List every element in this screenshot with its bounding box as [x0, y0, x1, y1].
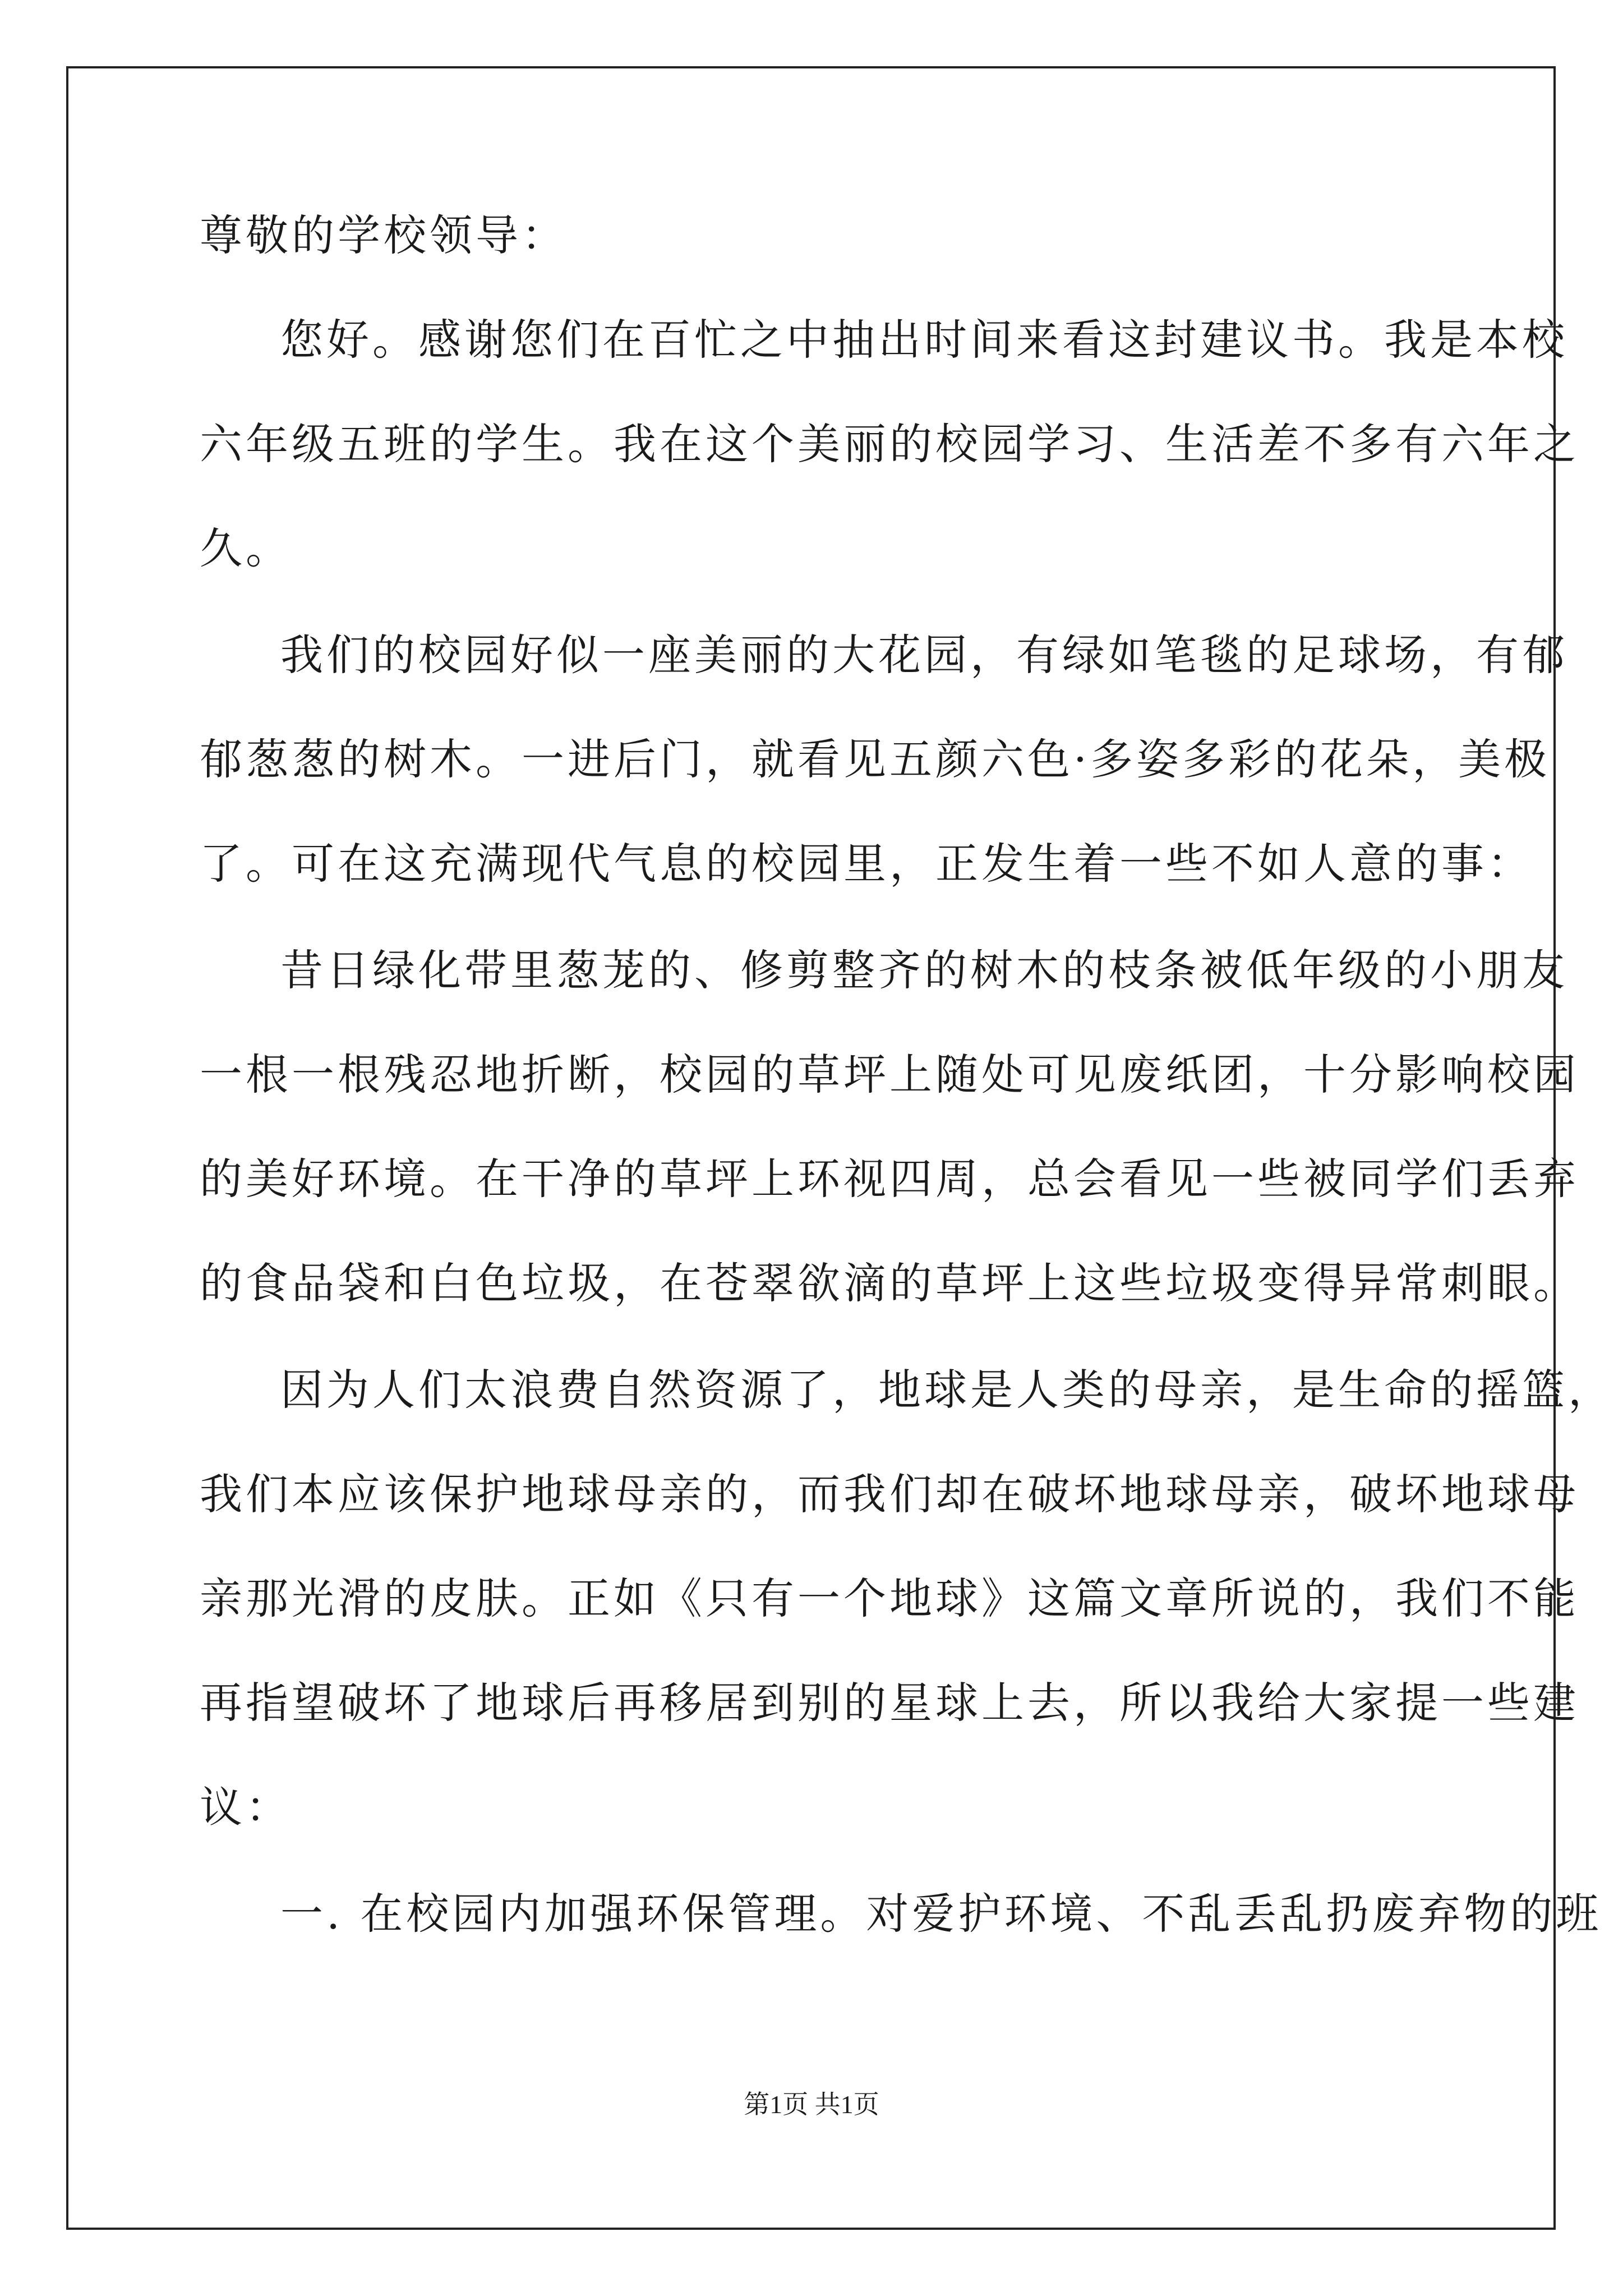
paragraph-line: 一根一根残忍地折断，校园的草坪上随处可见废纸团，十分影响校园: [200, 1050, 1579, 1099]
paragraph-line: 我们本应该保护地球母亲的，而我们却在破坏地球母亲，破坏地球母: [200, 1469, 1579, 1519]
paragraph-line: 一. 在校园内加强环保管理。对爱护环境、不乱丢乱扔废弃物的班: [280, 1889, 1602, 1939]
paragraph-line: 久。: [200, 523, 292, 573]
paragraph-line: 郁葱葱的树木。一进后门，就看见五颜六色·多姿多彩的花朵，美极: [200, 734, 1551, 784]
salutation: 尊敬的学校领导：: [200, 210, 568, 260]
paragraph-line: 因为人们太浪费自然资源了，地球是人类的母亲，是生命的摇篮，: [280, 1365, 1614, 1415]
page-number-footer: 第1页 共1页: [744, 2090, 879, 2119]
paragraph-line: 了。可在这充满现代气息的校园里，正发生着一些不如人意的事：: [200, 839, 1533, 889]
paragraph-line: 再指望破坏了地球后再移居到别的星球上去，所以我给大家提一些建: [200, 1678, 1579, 1728]
paragraph-line: 昔日绿化带里葱茏的、修剪整齐的树木的枝条被低年级的小朋友: [280, 945, 1568, 995]
paragraph-line: 的食品袋和白色垃圾，在苍翠欲滴的草坪上这些垃圾变得异常刺眼。: [200, 1258, 1579, 1308]
paragraph-line: 亲那光滑的皮肤。正如《只有一个地球》这篇文章所说的，我们不能: [200, 1573, 1579, 1623]
paragraph-line: 议：: [200, 1782, 292, 1832]
paragraph-line: 六年级五班的学生。我在这个美丽的校园学习、生活差不多有六年之: [200, 419, 1579, 469]
paragraph-line: 我们的校园好似一座美丽的大花园，有绿如笔毯的足球场，有郁: [280, 630, 1568, 680]
paragraph-line: 您好。感谢您们在百忙之中抽出时间来看这封建议书。我是本校: [280, 315, 1568, 365]
paragraph-line: 的美好环境。在干净的草坪上环视四周，总会看见一些被同学们丢弃: [200, 1154, 1579, 1204]
